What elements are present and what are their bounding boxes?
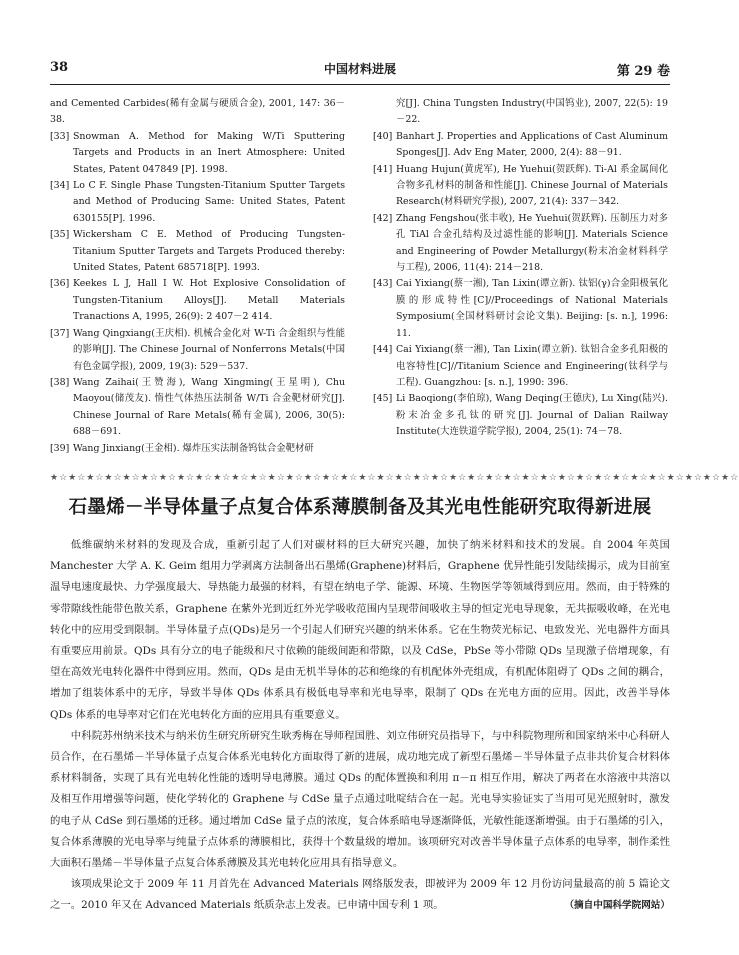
volume-label: 第 29 卷: [616, 64, 670, 79]
paragraph: 中科院苏州纳米技术与纳米仿生研究所研究生耿秀梅在导师程国胜、刘立伟研究员指导下，与中科院物理所和国家纳米中心科研人员合作，在石墨烯－半导体量子点复合体系光电转化方面取得了新的进展，成功地完成了新型石墨烯－半导体量子点非共价复合材料体系材料制备，实现了具有光电转化性能的透明导电薄膜。通过 QDs 的配体置换和利用 π－π 相互作用，解决了两者在水溶液中共溶以及相互作用增强等问题，使化学转化的 Graphene 与 CdSe 量子点通过吡啶结合在一起。光电导实验证实了当用可见光照射时，激发的电子从 CdSe 到石墨烯的迁移。通过增加 CdSe 量子点的浓度，复合体系暗电导逐渐降低，光敏性能逐渐增强。由于石墨烯的引入，复合体系薄膜的光电导率与纯量子点体系的薄膜相比，获得十个数量级的增加。该项研究对改善半导体量子点体系的电导率，制作柔性大面积石墨烯－半导体量子点复合体系薄膜及其光电转化应用具有指导意义。: [50, 729, 670, 870]
reference-entry: [41] Huang Hujun(黄虎军), He Yuehui(贺跃辉). Ti-Al 系金属间化合物多孔材料的制备和性能[J]. Chinese Journal of Materials Research(材料研究学报), 2007, 21(4): 337－342.: [373, 163, 668, 208]
references-left-column: [50, 96, 345, 457]
source-note: （摘自中国科学院网站）: [564, 900, 670, 912]
running-header: [50, 60, 670, 82]
ornament-separator: ★☆★☆★☆★☆★☆★☆★☆★☆★☆★☆★☆★☆★☆★☆★☆★☆★☆★☆★☆★☆★☆★☆★☆★☆★☆★☆★☆★☆★☆★☆★☆★☆★☆★☆★☆★☆★☆★☆: [50, 473, 739, 483]
header-rule: [50, 84, 670, 85]
reference-entry: [35] Wickersham C E. Method of Producing Tungsten-Titanium Sputter Targets and Targets Produced thereby: United States, Patent 685718[P]. 1993.: [50, 229, 345, 274]
reference-entry: [37] Wang Qingxiang(王庆相). 机械合金化对 W-Ti 合金组织与性能的影响[J]. The Chinese Journal of Nonferrons Metals(中国有色金属学报), 2009, 19(3): 529－537.: [50, 327, 345, 372]
reference-entry: [44] Cai Yixiang(蔡一湘), Tan Lixin(谭立新). 钛铝合金多孔阳极的电容特性[C]//Titanium Science and Engineering(钛科学与工程). Guangzhou: [s. n.], 1990: 396.: [373, 344, 668, 388]
paragraph: 低维碳纳米材料的发现及合成，重新引起了人们对碳材料的巨大研究兴趣，加快了纳米材料和技术的发展。自 2004 年英国 Manchester 大学 A. K. Geim 组用力学剥离方法制备出石墨烯(Graphene)材料后，Graphene 优异性能引发陆续揭示，成为目前室温导电速度最快、力学强度最大、导热能力最强的材料，有望在纳电子学、能源、环境、生物医学等领域得到应用。然而，由于特殊的零带隙线性能带色散关系，Graphene 在紫外光到近红外光学吸收范围内呈现带间吸收主导的恒定光电导现象，无共振吸收峰，在光电转化中的应用受到限制。半导体量子点(QDs)是另一个引起人们研究兴趣的纳米体系。它在生物荧光标记、电致发光、光电器件方面具有重要应用前景。QDs 具有分立的电子能级和尺寸依赖的能级间距和带隙，以及 CdSe，PbSe 等小带隙 QDs 呈现激子倍增现象，有望在高效光电转化器件中得到应用。然而，QDs 是由无机半导体的芯和绝缘的有机配体外壳组成，有机配体阻碍了 QDs 之间的耦合，增加了组装体系中的无序，导致半导体 QDs 体系具有极低电导率和光电导率，限制了 QDs 在光电方面的应用。因此，改善半导体 QDs 体系的电导率对它们在光电转化方面的应用具有重要意义。: [50, 539, 670, 721]
journal-title: 中国材料进展: [323, 62, 396, 76]
references-right-column: [373, 96, 668, 441]
reference-entry: [40] Banhart J. Properties and Applications of Cast Aluminum Sponges[J]. Adv Eng Mater, 2000, 2(4): 88－91.: [373, 130, 668, 159]
reference-entry: [38] Wang Zaihai(王赞海), Wang Xingming(王星明), Chu Maoyou(储茂友). 惰性气体热压法制备 W/Ti 合金靶材研究[J]. Chinese Journal of Rare Metals(稀有金属), 2006, 30(5): 688－691.: [50, 376, 345, 438]
reference-entry: [39] Wang Jinxiang(王金相). 爆炸压实法制备钨钛合金靶材研: [50, 442, 314, 454]
reference-entry: [42] Zhang Fengshou(张丰收), He Yuehui(贺跃辉). 压制压力对多孔 TiAl 合金孔结构及过滤性能的影响[J]. Materials Science and Engineering of Powder Metallurgy(粉末冶金材料科学与工程), 2006, 11(4): 214－218.: [373, 212, 668, 274]
reference-entry: [43] Cai Yixiang(蔡一湘), Tan Lixin(谭立新). 钛铝(γ)合金阳极氧化膜的形成特性[C]//Proceedings of National Materials Symposium(全国材料研讨会论文集). Beijing: [s. n.], 1996: 11.: [373, 278, 668, 339]
reference-entry: [33] Snowman A. Method for Making W/Ti Sputtering Targets and Products in an Inert Atmosphere: United States, Patent 047849 [P]. 1998.: [50, 130, 345, 175]
reference-entry: [45] Li Baoqiong(李伯琼), Wang Deqing(王德庆), Lu Xing(陆兴). 粉末冶金多孔钛的研究[J]. Journal of Dalian Railway Institute(大连铁道学院学报), 2004, 25(1): 74－78.: [373, 393, 668, 438]
reference-entry: and Cemented Carbides(稀有金属与硬质合金), 2001, 147: 36－38.: [50, 98, 345, 126]
reference-entry: 究[J]. China Tungsten Industry(中国钨业), 2007, 22(5): 19－22.: [396, 98, 668, 126]
article-body: [50, 535, 670, 917]
article-title: 石墨烯－半导体量子点复合体系薄膜制备及其光电性能研究取得新进展: [68, 497, 652, 518]
page-number: 38: [50, 60, 69, 75]
reference-entry: [34] Lo C F. Single Phase Tungsten-Titanium Sputter Targets and Method of Producing Same: United States, Patent 630155[P]. 1996.: [50, 180, 345, 224]
paragraph: 该项成果论文于 2009 年 11 月首先在 Advanced Materials 网络版发表，即被评为 2009 年 12 月份访问量最高的前 5 篇论文之一。2010 年又在 Advanced Materials 纸质杂志上发表。已申请中国专利 1 项。 （摘自中国科学院网站）: [50, 874, 670, 916]
reference-entry: [36] Keekes L J, Hall I W. Hot Explosive Consolidation of Tungsten-Titanium Alloys[J]. Metall Materials Tranactions A, 1995, 26(9): 2 407－2 414.: [50, 278, 345, 323]
